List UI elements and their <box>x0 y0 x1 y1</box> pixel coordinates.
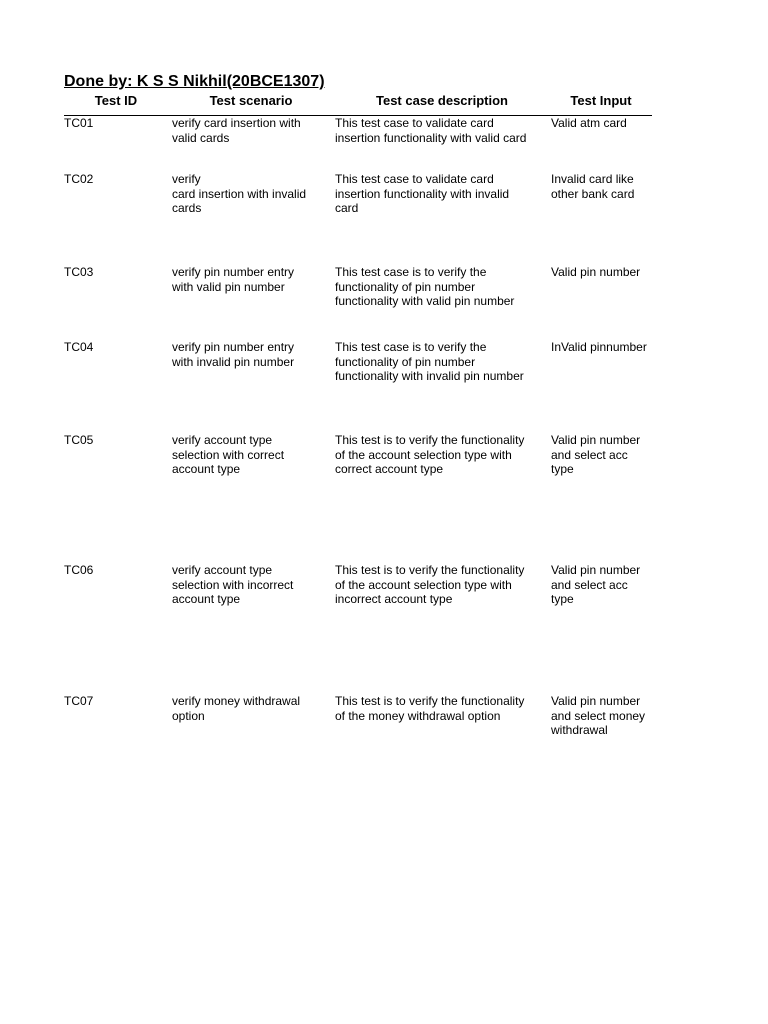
test-id-cell: TC07 <box>64 694 94 708</box>
header-test-case-description: Test case description <box>376 93 508 108</box>
test-input-cell: Invalid card like other bank card <box>551 172 635 201</box>
test-id-cell: TC02 <box>64 172 94 186</box>
test-description-cell: This test case is to verify the functionality of pin number functionality with valid pin number <box>335 265 515 309</box>
document-title: Done by: K S S Nikhil(20BCE1307) <box>64 73 325 90</box>
test-description-cell: This test case to validate card insertion functionality with valid card <box>335 116 527 145</box>
header-test-id: Test ID <box>94 93 138 108</box>
test-scenario-cell: verify account type selection with incorrect account type <box>172 563 294 607</box>
test-input-cell: Valid pin number <box>551 265 641 279</box>
test-description-cell: This test is to verify the functionality of the account selection type with correct account type <box>335 433 525 477</box>
test-scenario-cell: verify pin number entry with invalid pin number <box>172 340 295 369</box>
test-id-cell: TC01 <box>64 116 94 130</box>
test-id-cell: TC04 <box>64 340 94 354</box>
test-id-cell: TC05 <box>64 433 94 447</box>
table-header <box>64 93 652 116</box>
test-description-cell: This test case is to verify the functionality of pin number functionality with invalid pin number <box>335 340 524 384</box>
test-id-cell: TC03 <box>64 265 94 279</box>
test-description-cell: This test is to verify the functionality of the money withdrawal option <box>335 694 525 723</box>
test-scenario-cell: verify card insertion with valid cards <box>172 116 301 145</box>
test-scenario-cell: verify card insertion with invalid cards <box>172 172 307 216</box>
header-test-input: Test Input <box>570 93 632 108</box>
test-id-cell: TC06 <box>64 563 94 577</box>
test-scenario-cell: verify account type selection with correct account type <box>172 433 285 477</box>
test-input-cell: Valid pin number and select acc type <box>551 433 641 477</box>
test-description-cell: This test case to validate card insertion functionality with invalid card <box>335 172 510 216</box>
test-description-cell: This test is to verify the functionality of the account selection type with incorrect account type <box>335 563 525 607</box>
test-scenario-cell: verify money withdrawal option <box>172 694 301 723</box>
test-input-cell: Valid atm card <box>551 116 627 130</box>
test-input-cell: InValid pinnumber <box>551 340 647 354</box>
header-test-scenario: Test scenario <box>209 93 293 108</box>
test-input-cell: Valid pin number and select money withdrawal <box>551 694 646 738</box>
test-scenario-cell: verify pin number entry with valid pin number <box>172 265 295 294</box>
test-input-cell: Valid pin number and select acc type <box>551 563 641 607</box>
